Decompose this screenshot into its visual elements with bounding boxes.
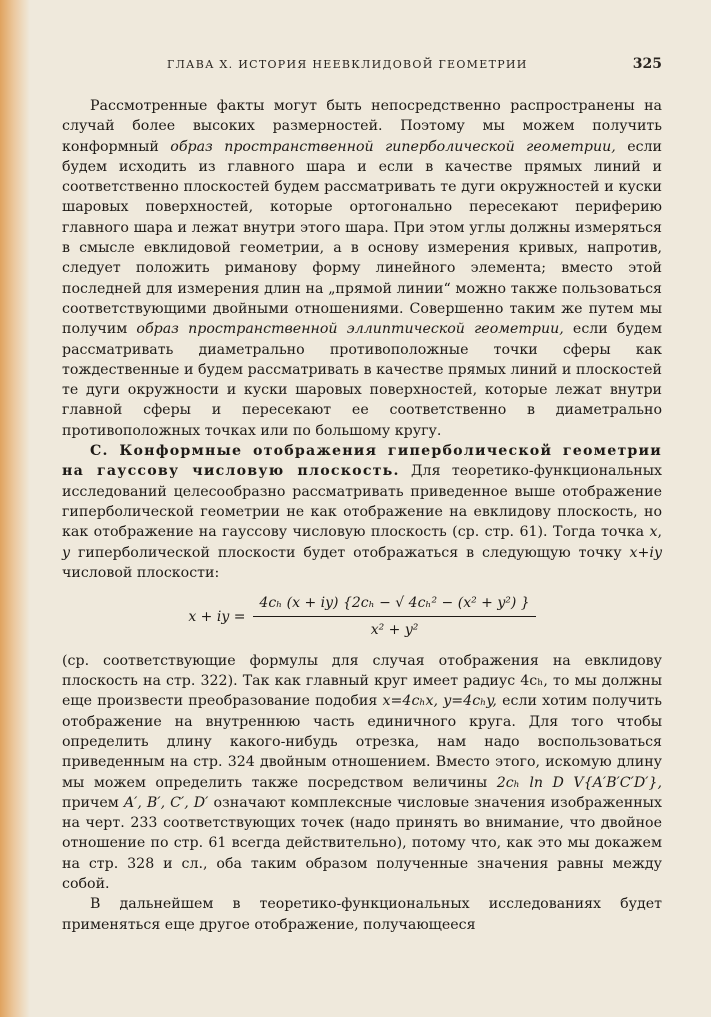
inline-formula: 2cₕ ln D V{A′B′C′D′}, [496,774,662,791]
page-edge-shadow [0,0,30,1017]
display-formula [62,593,662,641]
text-run: (ср. соответствующие формулы для случая отображения на евклидову плоскость на стр. 322). Так как главный круг имеет радиус 4cₕ, то мы должны еще произвести преобразование подобия [62,652,662,710]
text-run: Рассмотренные факты могут быть непосредственно распространены на случай более высоких размерностей. Поэтому мы можем получить конформный [62,98,662,155]
italic-term: образ пространственной эллиптической геометрии, [136,321,564,338]
formula-lhs: x + iy = [188,608,246,625]
math-x: x [649,524,658,541]
body-text [62,96,662,935]
text-run: , [657,524,662,541]
text-run: числовой плоскости: [62,564,220,581]
running-header [62,50,662,72]
paragraph-4 [62,894,662,935]
book-page [62,50,662,1000]
italic-term: образ пространственной гиперболической геометрии, [170,138,616,155]
inline-formula: x=4cₕx, y=4cₕy, [382,693,497,710]
section-heading: С. Конформные отображения гиперболической геометрии на гауссову числовую плоскость. [62,443,662,480]
chapter-title: ГЛАВА X. ИСТОРИЯ НЕЕВКЛИДОВОЙ ГЕОМЕТРИИ [167,58,528,71]
text-run: гиперболической плоскости будет отображаться в следующую точку [70,544,630,561]
paragraph-2 [62,441,662,583]
formula-numerator: 4cₕ (x + iy) {2cₕ − √ 4cₕ² − (x² + y²) } [253,593,535,617]
formula-denominator: x² + y² [370,622,419,639]
text-run: если будем исходить из главного шара и если в качестве прямых линий и соответственно плоскостей будем рассматривать те дуги окружностей и куски шаровых поверхностей, которые ортогонально пересекают периферию главного шара и лежат внутри этого шара. При этом углы должны измеряться в смысле евклидовой геометрии, а в основу измерения кривых, напротив, следует положить риманову форму линейного элемента; вместо этой последней для измерения длин на „прямой линии“ можно также пользоваться соответствующими двойными отношениями. Совершенно таким же путем мы получим [62,138,662,338]
paragraph-3 [62,651,662,895]
text-run: если будем рассматривать диаметрально противоположные точки сферы как тождественные и будем рассматривать в качестве прямых линий и плоскостей те дуги окружности и куски шаровых поверхностей, которые лежат внутри главной сферы и пересекают ее соответственно в диаметрально противоположных точках или по большому кругу. [62,321,662,439]
inline-formula: A′, B′, C′, D′ [123,794,209,811]
formula-fraction [253,593,535,641]
text-run: означают комплексные числовые значения изображенных на черт. 233 соответствующих точек (надо принять во внимание, что двойное отношение по стр. 61 всегда действительно), потому что, как это мы докажем на стр. 328 и сл., оба таким образом полученные значения равны между собой. [62,794,662,892]
text-run: если хотим получить отображение на внутреннюю часть единичного круга. Для того чтобы определить длину какого-нибудь отрезка, нам надо воспользоваться приведенным на стр. 324 двойным отношением. Вместо этого, искомую длину мы можем определить также посредством величины [62,693,663,791]
paragraph-1 [62,96,662,441]
math-x-plus-iy: x+iy [629,544,662,561]
text-run: Для теоретико-функциональных исследований целесообразно рассматривать приведенное выше отображение гиперболической геометрии не как отображение на евклидову плоскость, но как отображение на гауссову числовую плоскость (ср. стр. 61). Тогда точка [62,463,662,541]
page-number: 325 [632,56,662,72]
text-run: В дальнейшем в теоретико-функциональных исследованиях будет применяться еще другое отображение, получающееся [62,896,662,933]
text-run: причем [62,794,124,811]
math-y: y [62,544,71,561]
